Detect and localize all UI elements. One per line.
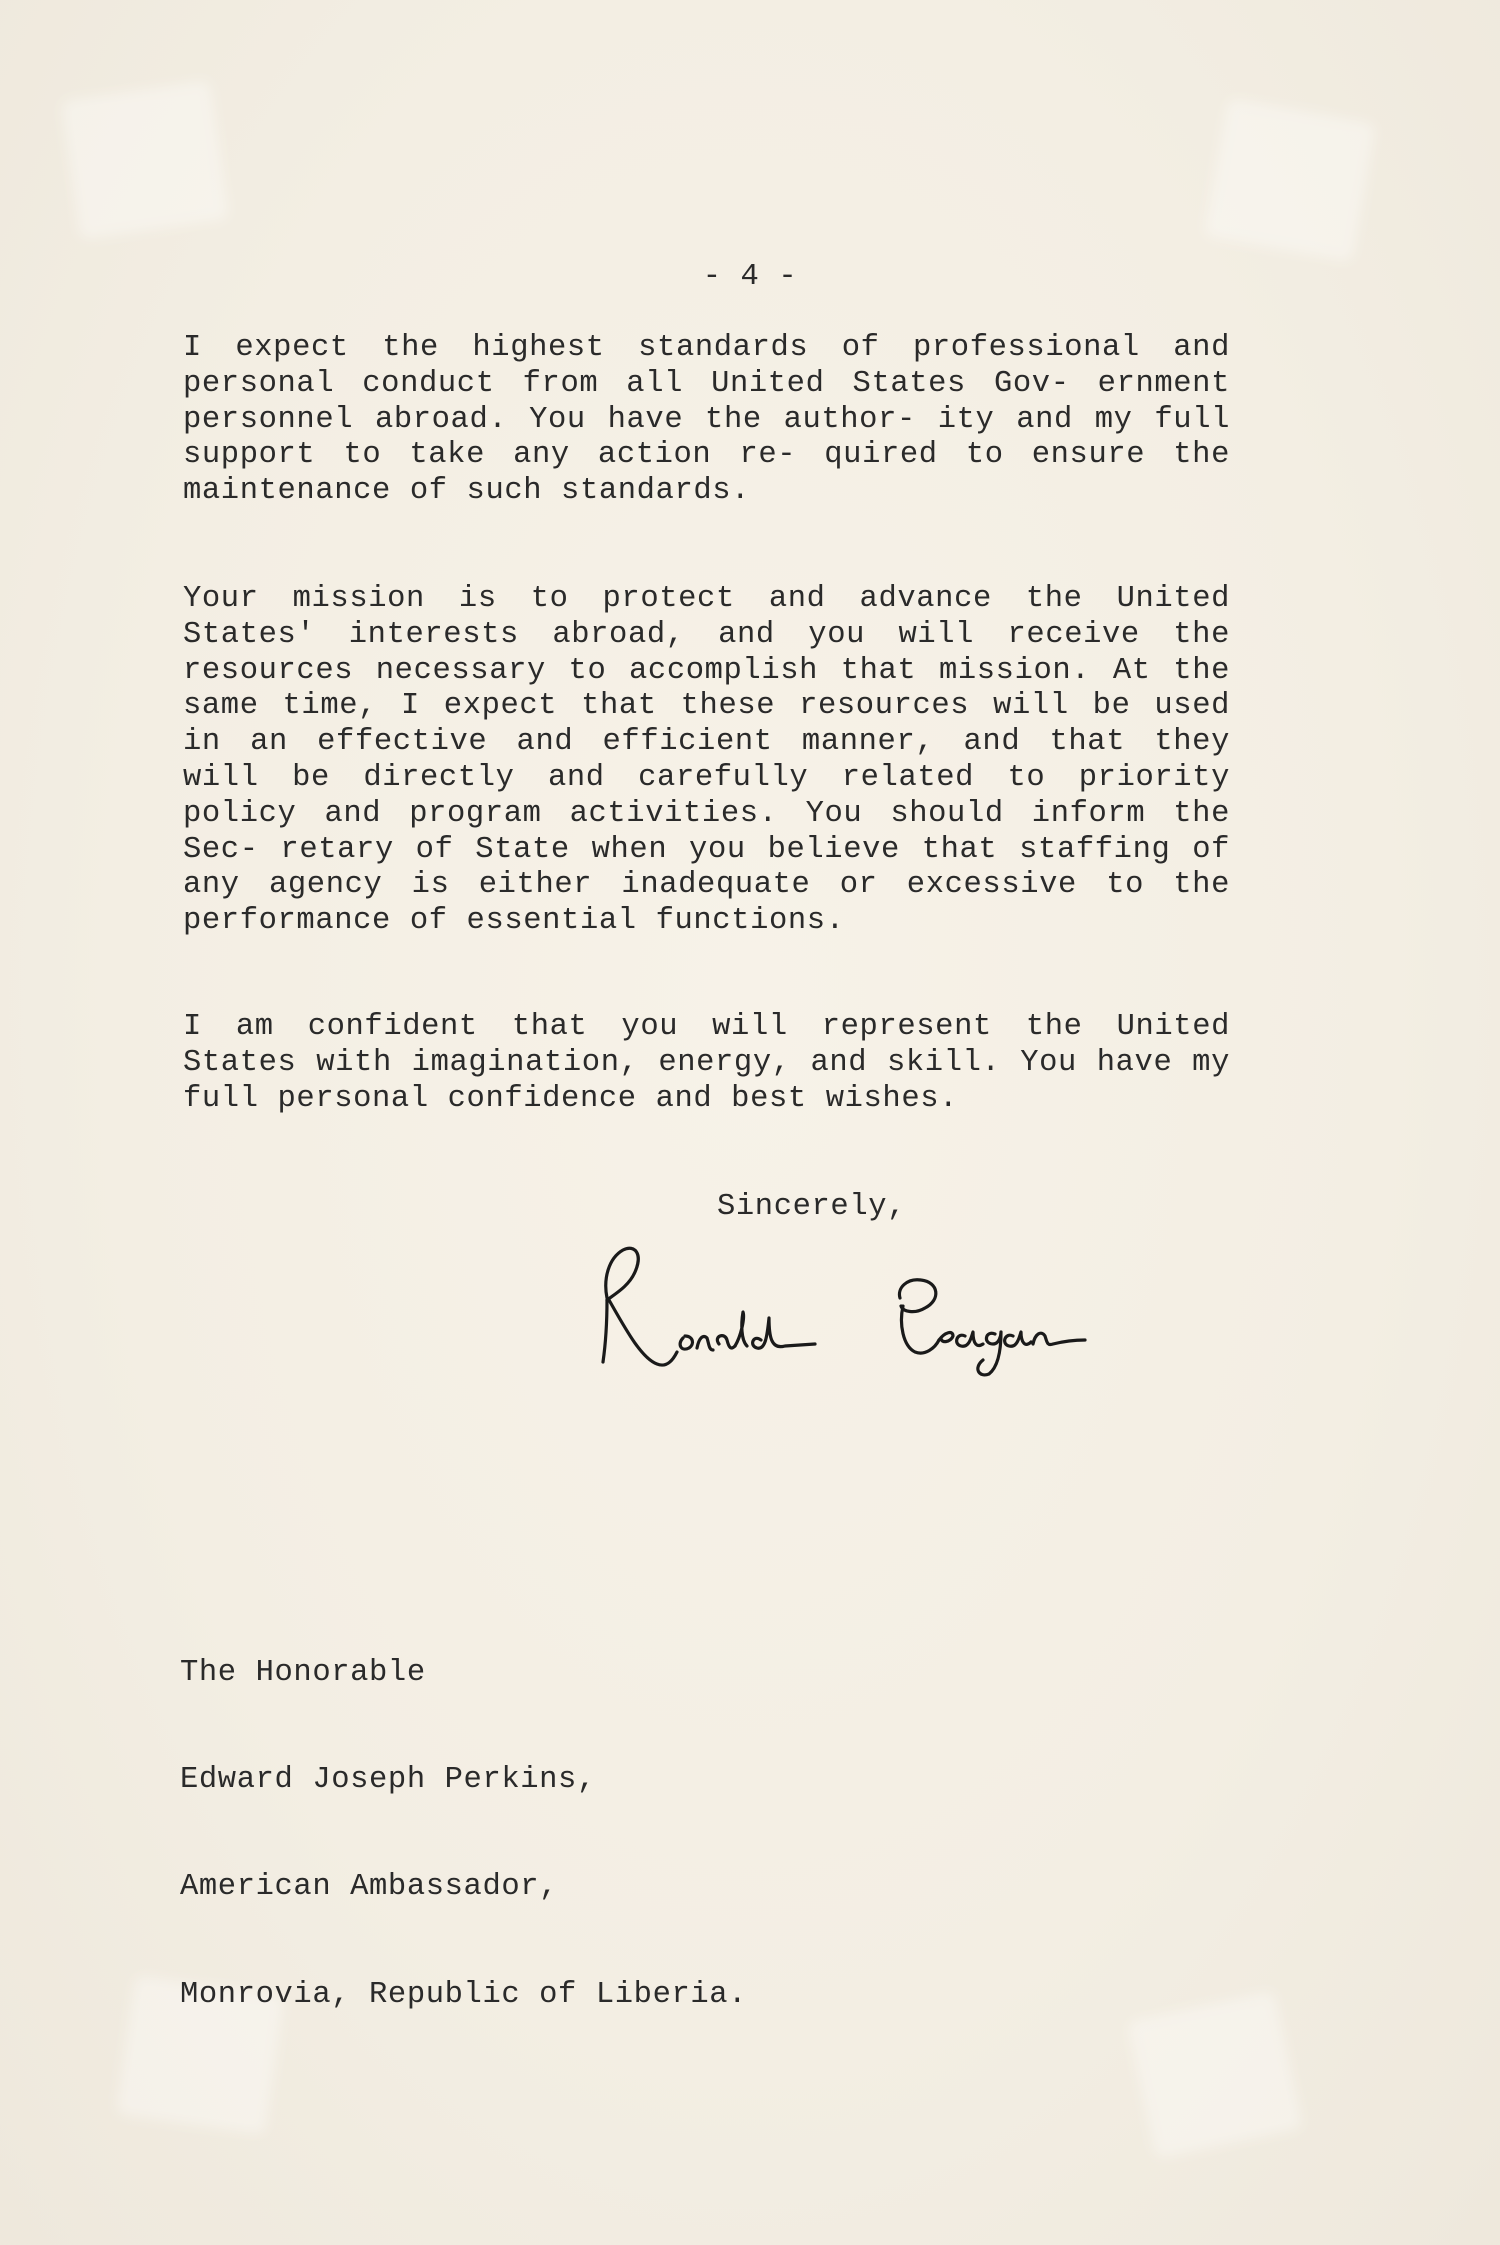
body-paragraph-3: I am confident that you will represent the United States with imagination, energy, and skill. You have my full personal confidence and best wishes. <box>183 1010 1230 1116</box>
body-paragraph-2: Your mission is to protect and advance the United States' interests abroad, and you will receive the resources necessary to accomplish that mission. At the same time, I expect that these resources will be used in an effective and efficient manner, and that they will be directly and carefully related to priority policy and program activities. You should inform the Sec- retary of State when you believe that staffing of any agency is either inadequate or excessive to the performance of essential functions. <box>183 582 1230 939</box>
recipient-address <box>180 1584 747 2085</box>
address-line: American Ambassador, <box>180 1870 559 1905</box>
tape-residue-mark <box>1204 98 1376 262</box>
signature-handwritten-icon <box>585 1228 1095 1378</box>
address-line: Monrovia, Republic of Liberia. <box>180 1977 748 2012</box>
closing-salutation: Sincerely, <box>717 1190 907 1224</box>
tape-residue-mark <box>1127 1991 1303 2159</box>
tape-residue-mark <box>61 80 229 240</box>
address-line: The Honorable <box>180 1655 426 1690</box>
address-line: Edward Joseph Perkins, <box>180 1762 596 1797</box>
page-number: - 4 - <box>702 260 798 294</box>
body-paragraph-1: I expect the highest standards of professional and personal conduct from all United States Gov- ernment personnel abroad. You have the author- ity and my full support to take any action re- quired to ensure the maintenance of such standards. <box>183 331 1230 509</box>
